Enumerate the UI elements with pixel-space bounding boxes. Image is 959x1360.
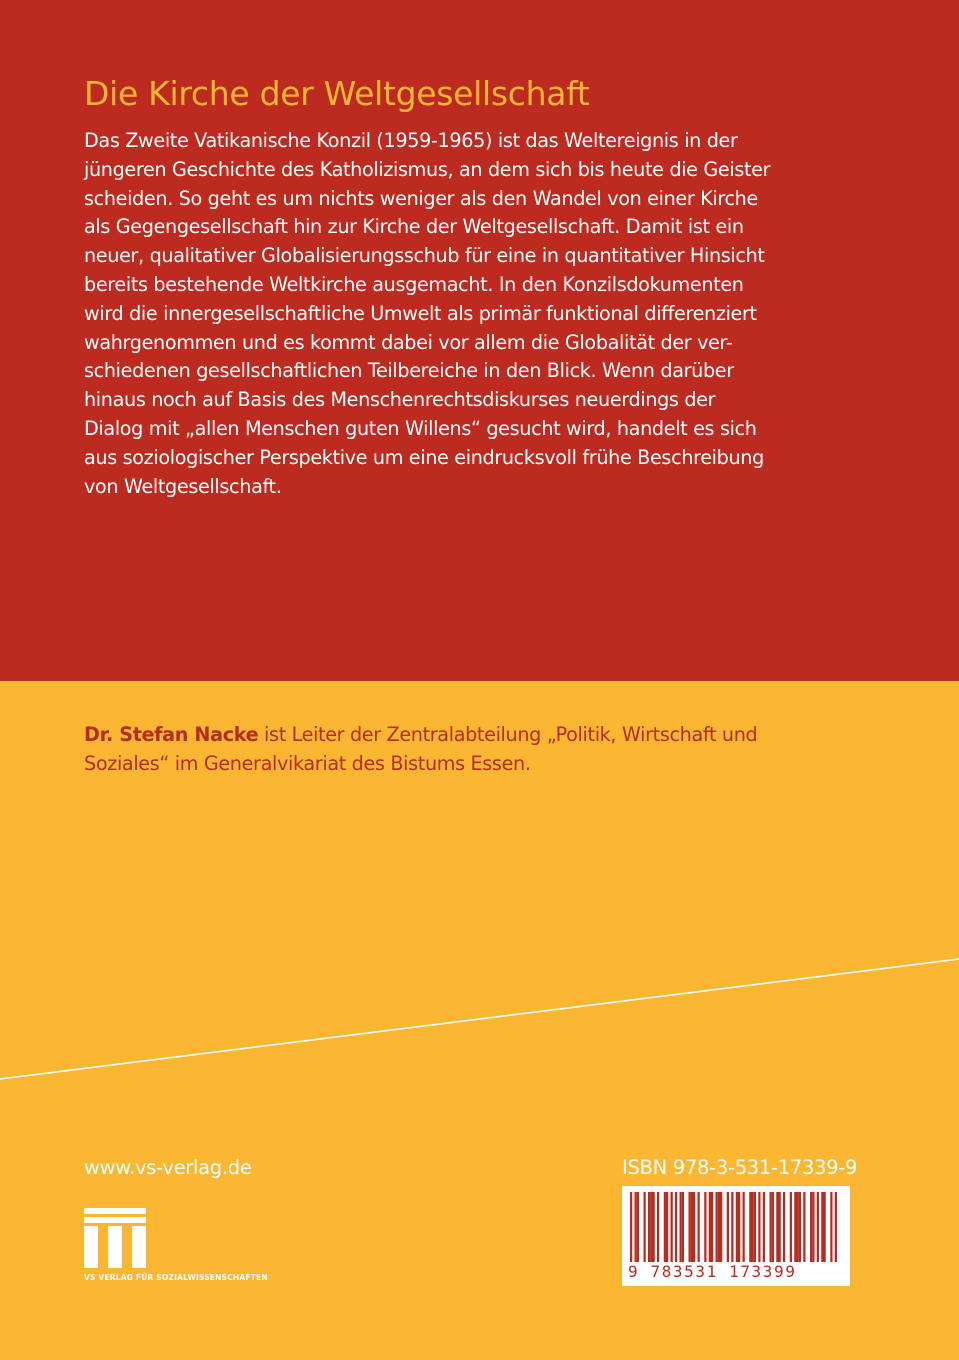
publisher-logo-text: VS VERLAG FÜR SOZIALWISSENSCHAFTEN	[84, 1273, 268, 1282]
barcode-bar	[648, 1192, 650, 1264]
barcode-bar	[731, 1192, 733, 1264]
author-bio-line: Soziales“ im Generalvikariat des Bistums Essen.	[84, 752, 531, 775]
barcode-bar	[824, 1192, 826, 1264]
barcode-bar	[716, 1192, 718, 1264]
barcode-bar	[783, 1192, 785, 1264]
barcode-bar	[693, 1192, 695, 1264]
barcode-bar	[657, 1192, 659, 1264]
barcode-bar	[666, 1192, 668, 1264]
barcode-bar	[799, 1192, 801, 1264]
blurb-line: Dialog mit „allen Menschen guten Willens“ gesucht wird, handelt es sich	[84, 416, 757, 440]
blurb-line: von Weltgesellschaft.	[84, 474, 282, 498]
barcode-bar	[772, 1192, 774, 1264]
barcode-bar	[635, 1192, 637, 1264]
book-title: Die Kirche der Weltgesellschaft	[84, 74, 590, 114]
blurb-line: scheiden. So geht es um nichts weniger als den Wandel von einer Kirche	[84, 186, 758, 210]
barcode-bar	[752, 1192, 754, 1264]
blurb-line: Das Zweite Vatikanische Konzil (1959-1965) ist das Weltereignis in der	[84, 129, 738, 152]
barcode-bar	[797, 1192, 799, 1264]
barcode-bar	[727, 1192, 729, 1264]
barcode-bar	[682, 1192, 684, 1264]
barcode-bar	[749, 1192, 751, 1264]
isbn-label: ISBN 978-3-531-17339-9	[622, 1156, 858, 1179]
author-name: Dr. Stefan Nacke	[84, 723, 259, 746]
barcode-bar	[709, 1192, 711, 1264]
barcode-bar	[720, 1192, 722, 1264]
barcode-bar	[650, 1192, 652, 1264]
barcode-bar	[758, 1192, 760, 1264]
blurb-line: bereits bestehende Weltkirche ausgemacht. In den Konzilsdokumenten	[84, 272, 744, 296]
barcode-bar	[675, 1192, 677, 1264]
barcode-bar	[821, 1192, 823, 1264]
barcode-bar	[637, 1192, 639, 1264]
barcode-bar	[803, 1192, 805, 1264]
barcode-bar	[671, 1192, 673, 1264]
barcode-bar	[790, 1192, 792, 1264]
author-bio-line	[84, 720, 904, 749]
barcode-bar	[817, 1192, 819, 1264]
barcode-bar	[704, 1192, 706, 1264]
barcode-bar	[711, 1192, 713, 1264]
blurb-line: schiedenen gesellschaftlichen Teilbereiche in den Blick. Wenn darüber	[84, 359, 734, 383]
barcode-bar	[763, 1192, 765, 1264]
barcode-bar	[754, 1192, 756, 1264]
barcode-bar	[810, 1192, 812, 1264]
barcode-bar	[743, 1192, 745, 1264]
barcode-bar	[830, 1192, 832, 1264]
barcode-bar	[698, 1192, 700, 1264]
barcode-bar	[644, 1192, 646, 1264]
author-bio-text: ist Leiter der Zentralabteilung „Politik, Wirtschaft und	[258, 723, 758, 746]
barcode-bar	[653, 1192, 655, 1264]
blurb-line: hinaus noch auf Basis des Menschenrechtsdiskurses neuerdings der	[84, 388, 716, 412]
blurb-line: als Gegengesellschaft hin zur Kirche der Weltgesellschaft. Damit ist ein	[84, 215, 744, 239]
barcode-bar	[691, 1192, 693, 1264]
author-bio	[84, 720, 904, 778]
barcode-bar	[736, 1192, 738, 1264]
blurb-line: jüngeren Geschichte des Katholizismus, an dem sich bis heute die Geister	[84, 157, 771, 181]
barcode-bar	[776, 1192, 778, 1264]
barcode-bar	[664, 1192, 666, 1264]
blurb-line: aus soziologischer Perspektive um eine eindrucksvoll frühe Beschreibung	[84, 445, 764, 469]
book-description	[84, 127, 844, 501]
barcode-bar	[680, 1192, 682, 1264]
barcode-bar	[779, 1192, 781, 1264]
publisher-website[interactable]: www.vs-verlag.de	[84, 1156, 252, 1179]
barcode-bar	[689, 1192, 691, 1264]
blurb-line: wahrgenommen und es kommt dabei vor allem die Globalität der ver-	[84, 330, 733, 354]
barcode-bar	[794, 1192, 796, 1264]
ean-digits: 9 783531 173399	[628, 1262, 850, 1281]
publisher-logo-icon	[84, 1208, 146, 1268]
barcode-bar	[770, 1192, 772, 1264]
barcode-bar	[718, 1192, 720, 1264]
blurb-line: wird die innergesellschaftliche Umwelt als primär funktional differenziert	[84, 301, 757, 325]
blurb-line: neuer, qualitativer Globalisierungsschub für eine in quantitativer Hinsicht	[84, 244, 765, 268]
barcode-bar	[812, 1192, 814, 1264]
barcode-bar	[630, 1192, 632, 1264]
barcode-bar	[835, 1192, 837, 1264]
barcode-bar	[738, 1192, 740, 1264]
